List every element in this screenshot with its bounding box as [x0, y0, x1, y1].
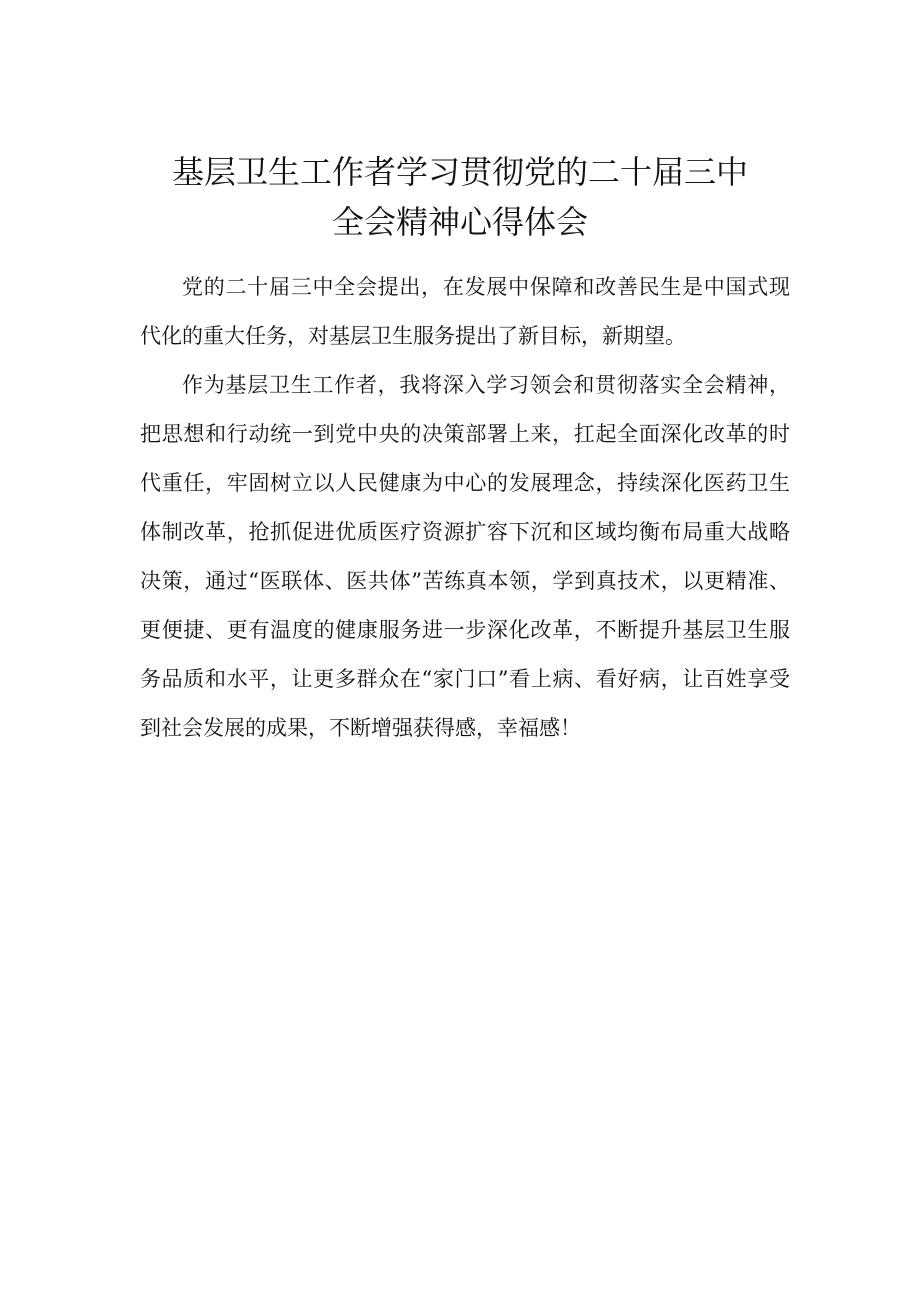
document-title-line-1: 基层卫生工作者学习贯彻党的二十届三中 — [171, 153, 748, 191]
document-title-line-2: 全会精神心得体会 — [331, 203, 588, 241]
paragraph-2: 作为基层卫生工作者，我将深入学习领会和贯彻落实全会精神，把思想和行动统一到党中央的决策部署上来，扛起全面深化改革的时代重任，牢固树立以人民健康为中心的发展理念，持续深化医药卫生体制改革，抢抓促进优质医疗资源扩容下沉和区域均衡布局重大战略决策，通过“医联体、医共体”苦练真本领，学到真技术，以更精准、更便捷、更有温度的健康服务进一步深化改革，不断提升基层卫生服务品质和水平，让更多群众在“家门口”看上病、看好病，让百姓享受到社会发展的成果，不断增强获得感，幸福感！ — [140, 373, 790, 740]
document-body — [140, 263, 790, 753]
paragraph-1: 党的二十届三中全会提出，在发展中保障和改善民生是中国式现代化的重大任务，对基层卫生服务提出了新目标，新期望。 — [140, 275, 790, 348]
